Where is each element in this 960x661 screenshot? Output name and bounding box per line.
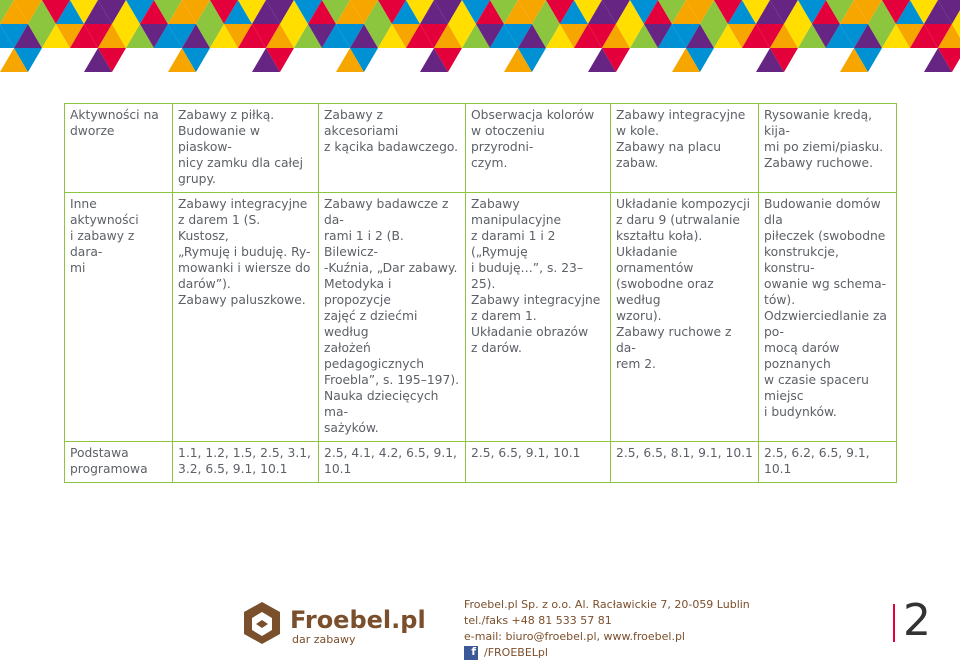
facebook-handle[interactable]: /FROEBELpl <box>484 646 548 659</box>
table-cell: Zabawy z akcesoriami z kącika badawczego. <box>319 104 466 193</box>
facebook-icon: f <box>464 646 478 660</box>
table-cell: Zabawy z piłką. Budowanie w piaskow- nicy zamku dla całej grupy. <box>173 104 319 193</box>
triangle-banner <box>0 0 960 80</box>
company-address: Froebel.pl Sp. z o.o. Al. Racławickie 7, 20-059 Lublin <box>464 598 750 611</box>
facebook-link[interactable] <box>464 645 750 661</box>
table-row <box>65 193 897 442</box>
table-cell: Zabawy badawcze z da- rami 1 i 2 (B. Bilewicz- -Kuźnia, „Dar zabawy. Metodyka i propozycje zajęć z dziećmi według założeń pedagogicznych Froebla”, s. 195–197). Nauka dziecięcych ma- sażyków. <box>319 193 466 442</box>
activities-table <box>64 103 897 483</box>
table-cell: Budowanie domów dla piłeczek (swobodne konstrukcje, konstru- owanie wg schema- tów). Odzwierciedlanie za po- mocą darów poznanych w czasie spaceru miejsc i budynków. <box>759 193 897 442</box>
brand-name: Froebel.pl <box>290 606 426 634</box>
email-website[interactable]: e-mail: biuro@froebel.pl, www.froebel.pl <box>464 630 685 643</box>
table-cell: Obserwacja kolorów w otoczeniu przyrodni- czym. <box>466 104 611 193</box>
row-label: Aktywności na dworze <box>65 104 173 193</box>
table-cell: 2.5, 6.2, 6.5, 9.1, 10.1 <box>759 442 897 483</box>
table-cell: Rysowanie kredą, kija- mi po ziemi/piasku. Zabawy ruchowe. <box>759 104 897 193</box>
table-cell: Zabawy manipulacyjne z darami 1 i 2 („Rymuję i buduję…”, s. 23–25). Zabawy integracyjne z darem 1. Układanie obrazów z darów. <box>466 193 611 442</box>
table-cell: Zabawy integracyjne z darem 1 (S. Kustosz, „Rymuję i buduję. Ry- mowanki i wiersze do darów”). Zabawy paluszkowe. <box>173 193 319 442</box>
page-number-divider <box>893 604 895 642</box>
table-cell: 2.5, 6.5, 9.1, 10.1 <box>466 442 611 483</box>
table-row <box>65 104 897 193</box>
row-label: Inne aktywności i zabawy z dara- mi <box>65 193 173 442</box>
table-cell: Układanie kompozycji z daru 9 (utrwalanie kształtu koła). Układanie ornamentów (swobodne oraz według wzoru). Zabawy ruchowe z da- rem 2. <box>611 193 759 442</box>
table-cell: 2.5, 6.5, 8.1, 9.1, 10.1 <box>611 442 759 483</box>
table-cell: Zabawy integracyjne w kole. Zabawy na placu zabaw. <box>611 104 759 193</box>
page-number: 2 <box>903 595 931 646</box>
row-label: Podstawa programowa <box>65 442 173 483</box>
contact-block <box>464 597 750 661</box>
brand-tagline: dar zabawy <box>292 633 356 646</box>
phone-number: tel./faks +48 81 533 57 81 <box>464 614 612 627</box>
table-row <box>65 442 897 483</box>
table-cell: 1.1, 1.2, 1.5, 2.5, 3.1, 3.2, 6.5, 9.1, 10.1 <box>173 442 319 483</box>
table-cell: 2.5, 4.1, 4.2, 6.5, 9.1, 10.1 <box>319 442 466 483</box>
